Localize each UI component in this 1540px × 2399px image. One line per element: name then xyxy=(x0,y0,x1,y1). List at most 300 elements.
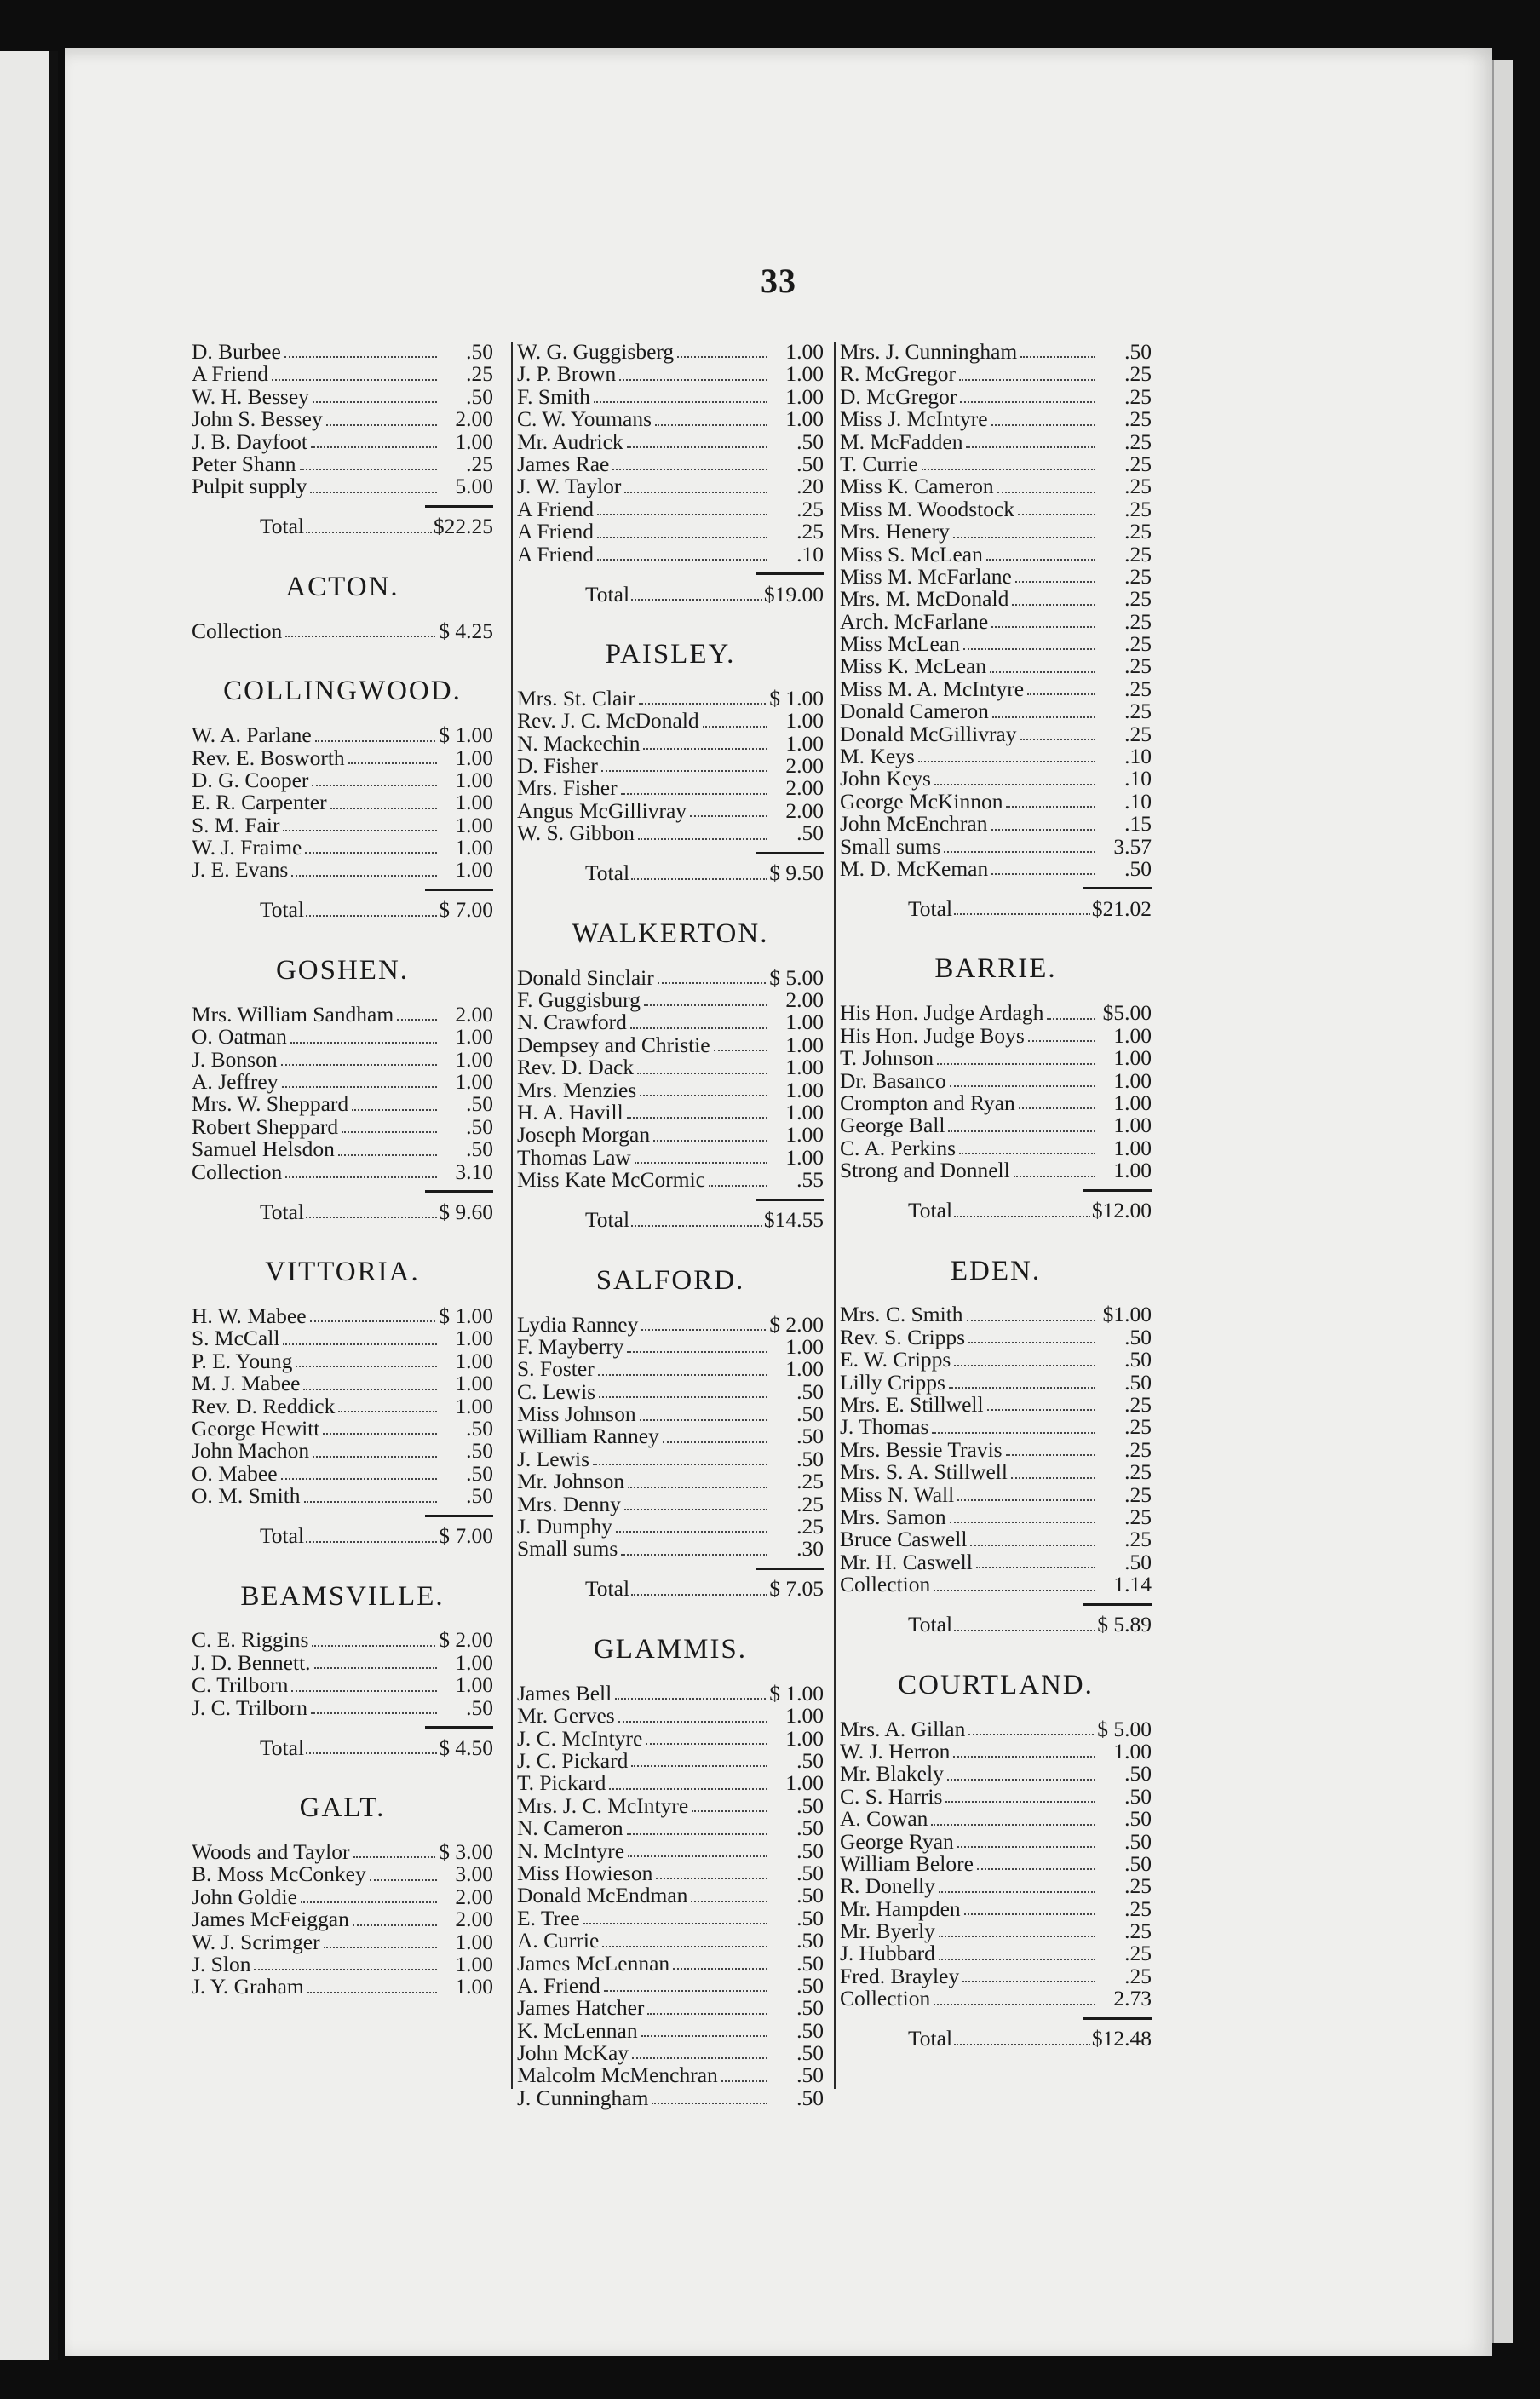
contribution-section xyxy=(840,1671,1152,2051)
contribution-amount: .50 xyxy=(1124,1850,1152,1876)
dot-leader xyxy=(960,401,1095,403)
contribution-entry xyxy=(840,1942,1152,1965)
contribution-amount: $ 2.00 xyxy=(439,1627,493,1653)
contribution-amount: .50 xyxy=(466,1460,493,1486)
contributor-name: Mrs. M. McDonald xyxy=(840,586,1009,612)
dot-leader xyxy=(323,1433,437,1435)
contribution-amount: .20 xyxy=(796,474,824,499)
dot-leader xyxy=(291,875,437,877)
contributor-name: Mr. Hampden xyxy=(840,1896,961,1921)
dot-leader xyxy=(627,1351,767,1353)
contribution-amount: 1.00 xyxy=(785,406,824,432)
contribution-entry xyxy=(517,687,824,710)
total-amount: $ 9.60 xyxy=(439,1199,493,1224)
dot-leader xyxy=(692,1810,767,1812)
contribution-entry xyxy=(517,1470,824,1493)
contribution-amount: 1.00 xyxy=(455,1672,493,1698)
dot-leader xyxy=(632,2057,767,2059)
contribution-amount: .25 xyxy=(1124,383,1152,409)
contributor-name: A Friend xyxy=(517,496,594,521)
contribution-entry xyxy=(192,747,493,769)
dot-leader xyxy=(964,1913,1095,1915)
contribution-amount: 1.00 xyxy=(785,708,824,734)
section-total xyxy=(840,2025,1152,2051)
contribution-entry xyxy=(192,1627,493,1653)
contributor-name: Mrs. E. Stillwell xyxy=(840,1392,984,1418)
contribution-amount: .50 xyxy=(796,1928,824,1953)
dot-leader xyxy=(641,1329,766,1331)
contributor-name: T. Johnson xyxy=(840,1045,934,1071)
contribution-entry xyxy=(192,1093,493,1115)
section-title: SALFORD. xyxy=(595,1264,745,1296)
dot-leader xyxy=(330,808,437,809)
dot-leader xyxy=(957,1846,1095,1848)
contributor-name: Thomas Law xyxy=(517,1144,631,1170)
total-label: Total xyxy=(908,895,953,921)
contribution-amount: .50 xyxy=(796,1446,824,1471)
contribution-amount: 3.57 xyxy=(1113,833,1152,859)
dot-leader xyxy=(306,532,432,533)
contributor-name: Rev. D. Dack xyxy=(517,1055,635,1080)
section-title: EDEN. xyxy=(950,1255,1042,1286)
contributor-name: R. Donelly xyxy=(840,1873,935,1899)
contributor-name: Bruce Caswell xyxy=(840,1527,968,1552)
contribution-entry xyxy=(517,1403,824,1425)
contributor-name: James Hatcher xyxy=(517,1995,645,2021)
dot-leader xyxy=(601,770,767,772)
contribution-amount: .10 xyxy=(1124,744,1152,769)
contributor-name: George Hewitt xyxy=(192,1415,320,1441)
contribution-amount: 2.00 xyxy=(455,406,493,432)
dot-leader xyxy=(594,401,767,403)
contribution-entry xyxy=(517,1950,824,1976)
contribution-entry xyxy=(517,1750,824,1772)
contributor-name: Mrs. Fisher xyxy=(517,775,618,801)
contribution-amount: .50 xyxy=(796,1950,824,1976)
contributor-name: Mrs. Denny xyxy=(517,1491,621,1516)
contributor-name: Fred. Brayley xyxy=(840,1963,960,1988)
contributor-name: M. Keys xyxy=(840,744,915,769)
contributor-name: Mr. Audrick xyxy=(517,429,623,454)
contribution-amount: 1.00 xyxy=(455,1952,493,1976)
contributor-name: George McKinnon xyxy=(840,788,1003,814)
dot-leader xyxy=(304,1501,437,1503)
dot-leader xyxy=(397,1019,437,1021)
page-stack-edge xyxy=(1492,60,1513,2343)
dot-leader xyxy=(1027,693,1095,695)
contribution-entry xyxy=(840,1416,1152,1438)
contributor-name: James McLennan xyxy=(517,1950,670,1976)
contribution-amount: .25 xyxy=(1124,1896,1152,1921)
dot-leader xyxy=(944,851,1095,853)
contribution-entry xyxy=(192,859,493,881)
contribution-amount: .25 xyxy=(1124,631,1152,657)
dot-leader xyxy=(599,1396,767,1398)
total-amount: $12.00 xyxy=(1091,1198,1152,1223)
total-amount: $ 7.00 xyxy=(439,1523,493,1549)
contribution-entry xyxy=(192,1415,493,1441)
section-total xyxy=(192,513,493,538)
contribution-entry xyxy=(517,1169,824,1191)
dot-leader xyxy=(932,1432,1095,1434)
contribution-entry xyxy=(840,1718,1152,1740)
dot-leader xyxy=(934,784,1095,785)
contribution-entry xyxy=(517,1124,824,1146)
contribution-amount: .50 xyxy=(1124,1369,1152,1395)
section-total xyxy=(840,1611,1152,1637)
contribution-amount: .50 xyxy=(796,1883,824,1908)
contributor-name: Mrs. Henery xyxy=(840,519,950,544)
contribution-entry xyxy=(192,1460,493,1486)
section-title: GALT. xyxy=(299,1792,386,1824)
contribution-amount: .25 xyxy=(796,1514,824,1539)
contribution-entry xyxy=(840,1828,1152,1854)
total-rule xyxy=(840,2017,1152,2020)
contribution-amount: 1.00 xyxy=(455,1974,493,1999)
contributor-name: Donald Sinclair xyxy=(517,964,654,990)
dot-leader xyxy=(300,469,437,470)
contributor-name: His Hon. Judge Ardagh xyxy=(840,1000,1044,1026)
contribution-amount: 5.00 xyxy=(455,474,493,499)
dot-leader xyxy=(954,913,1090,915)
dot-leader xyxy=(628,1855,767,1857)
dot-leader xyxy=(615,1698,766,1700)
dot-leader xyxy=(305,852,437,854)
dot-leader xyxy=(635,1162,767,1164)
contribution-amount: .50 xyxy=(796,1748,824,1773)
contribution-amount: .50 xyxy=(1124,1783,1152,1809)
contributor-name: J. P. Brown xyxy=(517,361,617,387)
dot-leader xyxy=(630,1027,767,1029)
dot-leader xyxy=(991,829,1096,831)
dot-leader xyxy=(934,2004,1095,2005)
contribution-entry xyxy=(517,498,824,521)
contribution-amount: .25 xyxy=(1124,361,1152,387)
contribution-amount: .25 xyxy=(796,1469,824,1494)
page-number: 33 xyxy=(761,262,796,300)
contribution-amount: .25 xyxy=(1124,1436,1152,1462)
column-2 xyxy=(517,338,824,2110)
section-title: GOSHEN. xyxy=(275,954,410,986)
contribution-amount: 1.00 xyxy=(1113,1045,1152,1071)
dot-leader xyxy=(631,1765,767,1767)
contribution-amount: .50 xyxy=(796,451,824,476)
dot-leader xyxy=(285,1176,437,1178)
contribution-entry xyxy=(840,408,1152,430)
contribution-amount: .25 xyxy=(1124,1919,1152,1944)
contribution-amount: .50 xyxy=(1124,1549,1152,1574)
contribution-section xyxy=(192,676,493,922)
contribution-amount: 1.00 xyxy=(455,1326,493,1351)
dot-leader xyxy=(624,492,767,493)
contribution-amount: .50 xyxy=(796,1860,824,1885)
contribution-amount: .50 xyxy=(796,1792,824,1818)
contribution-entry xyxy=(517,710,824,732)
dot-leader xyxy=(281,1064,437,1066)
dot-leader xyxy=(631,599,762,601)
contribution-entry xyxy=(192,1026,493,1048)
contribution-amount: 1.00 xyxy=(455,1393,493,1418)
contribution-entry xyxy=(517,2064,824,2086)
contributor-name: A. Friend xyxy=(517,1972,600,1998)
column-3 xyxy=(840,338,1152,2051)
contribution-entry xyxy=(517,1997,824,2019)
contribution-entry xyxy=(517,755,824,777)
contribution-entry xyxy=(840,1304,1152,1326)
contribution-entry xyxy=(192,1161,493,1183)
contributor-name: E. R. Carpenter xyxy=(192,790,327,815)
section-total xyxy=(840,895,1152,920)
contributor-name: Crompton and Ryan xyxy=(840,1090,1015,1115)
contribution-section xyxy=(192,572,493,642)
dot-leader xyxy=(338,1154,437,1156)
section-title: COLLINGWOOD. xyxy=(223,676,462,707)
dot-leader xyxy=(352,1109,437,1111)
contribution-entry xyxy=(517,1034,824,1056)
dot-leader xyxy=(1019,1107,1095,1109)
dot-leader xyxy=(962,1981,1095,1982)
contribution-entry xyxy=(192,1908,493,1930)
contribution-entry xyxy=(840,588,1152,610)
contributor-name: Mr. H. Caswell xyxy=(840,1549,973,1574)
contributor-name: Angus McGillivray xyxy=(517,797,687,823)
contribution-amount: $ 2.00 xyxy=(769,1311,824,1337)
contributor-name: Small sums xyxy=(517,1536,618,1562)
contribution-entry xyxy=(517,1840,824,1862)
contribution-amount: .25 xyxy=(796,496,824,521)
contribution-entry xyxy=(517,1011,824,1033)
total-rule xyxy=(840,887,1152,889)
contributor-name: Mrs. S. A. Stillwell xyxy=(840,1459,1008,1485)
contribution-entry xyxy=(840,475,1152,498)
contribution-entry xyxy=(517,363,824,385)
contribution-entry xyxy=(517,1705,824,1727)
dot-leader xyxy=(714,1050,767,1051)
dot-leader xyxy=(313,401,437,403)
section-total xyxy=(517,1575,824,1601)
contribution-entry xyxy=(517,1907,824,1930)
dot-leader xyxy=(957,1499,1095,1501)
total-rule-line xyxy=(425,889,493,891)
total-rule xyxy=(192,1515,493,1517)
contribution-section xyxy=(192,1257,493,1548)
dot-leader xyxy=(353,1856,436,1858)
contributor-name: B. Moss McConkey xyxy=(192,1861,366,1887)
contribution-amount: .50 xyxy=(1124,1828,1152,1854)
dot-leader xyxy=(342,1131,437,1133)
dot-leader xyxy=(954,2044,1090,2045)
contribution-amount: 1.00 xyxy=(785,1356,824,1382)
contribution-section xyxy=(840,1257,1152,1637)
dot-leader xyxy=(348,762,437,764)
total-rule-line xyxy=(756,852,824,854)
dot-leader xyxy=(296,1366,437,1367)
dot-leader xyxy=(640,1095,767,1096)
contributor-name: M. J. Mabee xyxy=(192,1371,301,1396)
contributor-name: Collection xyxy=(192,618,283,643)
dot-leader xyxy=(283,1343,437,1345)
dot-leader xyxy=(612,469,767,470)
section-total xyxy=(517,860,824,885)
contributor-name: Mr. Byerly xyxy=(840,1919,935,1944)
contribution-amount: $ 1.00 xyxy=(439,1303,493,1328)
contribution-amount: .25 xyxy=(1124,1941,1152,1966)
dot-leader xyxy=(306,1541,437,1543)
dot-leader xyxy=(621,1554,767,1556)
contributor-name: D. McGregor xyxy=(840,383,957,409)
contributor-name: J. C. Pickard xyxy=(517,1748,629,1773)
contribution-entry xyxy=(192,1953,493,1976)
contribution-amount: 1.00 xyxy=(455,1069,493,1095)
contribution-entry xyxy=(517,1426,824,1448)
contributor-name: Arch. McFarlane xyxy=(840,608,989,634)
dot-leader xyxy=(1020,739,1096,740)
contributor-name: J. Thomas xyxy=(840,1414,929,1440)
contribution-amount: 1.00 xyxy=(1113,1113,1152,1138)
dot-leader xyxy=(647,2013,767,2015)
contribution-amount: $1.00 xyxy=(1102,1302,1152,1327)
total-label: Total xyxy=(908,2026,953,2051)
contributor-name: H. W. Mabee xyxy=(192,1303,307,1328)
contributor-name: J. C. McIntyre xyxy=(517,1725,643,1751)
total-amount: $ 7.00 xyxy=(439,897,493,923)
contribution-amount: 1.00 xyxy=(785,1703,824,1729)
contribution-amount: .50 xyxy=(796,2040,824,2066)
total-rule-line xyxy=(1083,887,1152,889)
dot-leader xyxy=(638,838,767,840)
contribution-amount: .50 xyxy=(1124,1806,1152,1832)
contribution-entry xyxy=(840,1920,1152,1942)
contribution-entry xyxy=(192,431,493,453)
contributor-name: J. Bonson xyxy=(192,1046,278,1072)
contribution-entry xyxy=(517,2017,824,2043)
contribution-entry xyxy=(840,1394,1152,1416)
dot-leader xyxy=(953,537,1095,538)
contribution-amount: .50 xyxy=(796,2062,824,2088)
contribution-amount: .50 xyxy=(796,2085,824,2110)
contributor-name: C. Lewis xyxy=(517,1378,596,1404)
contribution-amount: .50 xyxy=(796,1838,824,1863)
dot-leader xyxy=(644,1004,767,1006)
contribution-entry xyxy=(840,1047,1152,1069)
dot-leader xyxy=(1006,1454,1095,1456)
total-label: Total xyxy=(908,1612,953,1637)
contribution-amount: $ 5.00 xyxy=(1097,1716,1152,1741)
contribution-amount: 1.00 xyxy=(455,1929,493,1954)
contribution-amount: .25 xyxy=(1124,653,1152,679)
total-label: Total xyxy=(260,1199,305,1224)
dot-leader xyxy=(997,492,1095,493)
dot-leader xyxy=(602,1946,767,1947)
contributor-name: Malcolm McMenchran xyxy=(517,2062,718,2088)
total-rule xyxy=(840,1189,1152,1192)
contributor-name: Mrs. J. Cunningham xyxy=(840,338,1018,364)
total-amount: $22.25 xyxy=(433,514,493,539)
dot-leader xyxy=(619,379,767,381)
dot-leader xyxy=(281,1478,437,1480)
dot-leader xyxy=(1011,1477,1095,1479)
contribution-amount: .25 xyxy=(1124,1459,1152,1485)
total-rule-line xyxy=(1083,1189,1152,1192)
contribution-entry xyxy=(840,1481,1152,1507)
contribution-entry xyxy=(517,408,824,430)
section-total xyxy=(192,1734,493,1759)
contributor-name: Joseph Morgan xyxy=(517,1122,651,1148)
dot-leader xyxy=(655,424,767,426)
total-rule xyxy=(192,889,493,891)
dot-leader xyxy=(312,785,437,786)
contribution-section xyxy=(192,338,493,539)
dot-leader xyxy=(1020,356,1095,358)
contribution-entry xyxy=(192,1976,493,1998)
dot-leader xyxy=(306,915,437,917)
contribution-entry xyxy=(517,475,824,498)
contributor-name: E. Tree xyxy=(517,1905,580,1930)
contribution-amount: .50 xyxy=(796,1401,824,1427)
contributor-name: H. A. Havill xyxy=(517,1099,623,1125)
contribution-entry xyxy=(840,655,1152,677)
contribution-entry xyxy=(840,1092,1152,1114)
dot-leader xyxy=(597,514,767,515)
contribution-entry xyxy=(192,1649,493,1675)
contribution-entry xyxy=(192,1863,493,1885)
contribution-entry xyxy=(192,1071,493,1093)
contribution-amount: .30 xyxy=(796,1536,824,1562)
contributor-name: Collection xyxy=(840,1572,931,1597)
contribution-entry xyxy=(840,453,1152,475)
dot-leader xyxy=(641,2035,767,2037)
contribution-amount: 1.00 xyxy=(1113,1738,1152,1763)
contributor-name: Woods and Taylor xyxy=(192,1839,350,1865)
contributor-name: N. Mackechin xyxy=(517,730,641,756)
total-rule-line xyxy=(425,505,493,508)
dot-leader xyxy=(987,1409,1095,1411)
contribution-amount: .25 xyxy=(1124,1873,1152,1899)
total-rule-line xyxy=(425,1190,493,1193)
dot-leader xyxy=(313,1456,437,1458)
contribution-amount: 2.00 xyxy=(785,753,824,779)
contribution-section xyxy=(517,640,824,885)
contribution-amount: 1.00 xyxy=(455,1649,493,1675)
contribution-entry xyxy=(840,363,1152,385)
contributor-name: Donald Cameron xyxy=(840,699,989,724)
contribution-entry xyxy=(517,2042,824,2064)
total-amount: $ 4.50 xyxy=(439,1735,493,1760)
contribution-amount: 1.00 xyxy=(785,383,824,409)
contribution-entry xyxy=(840,1808,1152,1830)
contribution-entry xyxy=(192,1046,493,1072)
dot-leader xyxy=(954,1365,1095,1366)
contribution-entry xyxy=(517,431,824,453)
contributor-name: K. McLennan xyxy=(517,2017,638,2043)
contributor-name: F. Mayberry xyxy=(517,1333,624,1359)
contributor-name: Mr. Gerves xyxy=(517,1703,615,1729)
contribution-amount: .25 xyxy=(1124,1414,1152,1440)
contribution-amount: 1.14 xyxy=(1113,1572,1152,1597)
contributor-name: Donald McGillivray xyxy=(840,721,1017,746)
contributor-name: Dempsey and Christie xyxy=(517,1032,710,1057)
contributor-name: T. Pickard xyxy=(517,1770,606,1796)
section-total xyxy=(192,1198,493,1223)
dot-leader xyxy=(1015,581,1095,583)
dot-leader xyxy=(939,1891,1095,1893)
dot-leader xyxy=(640,1419,767,1421)
dot-leader xyxy=(609,1788,767,1790)
contributor-name: J. Dumphy xyxy=(517,1514,612,1539)
contribution-entry xyxy=(192,1440,493,1462)
contributor-name: D. Fisher xyxy=(517,753,598,779)
contribution-entry xyxy=(517,1493,824,1516)
